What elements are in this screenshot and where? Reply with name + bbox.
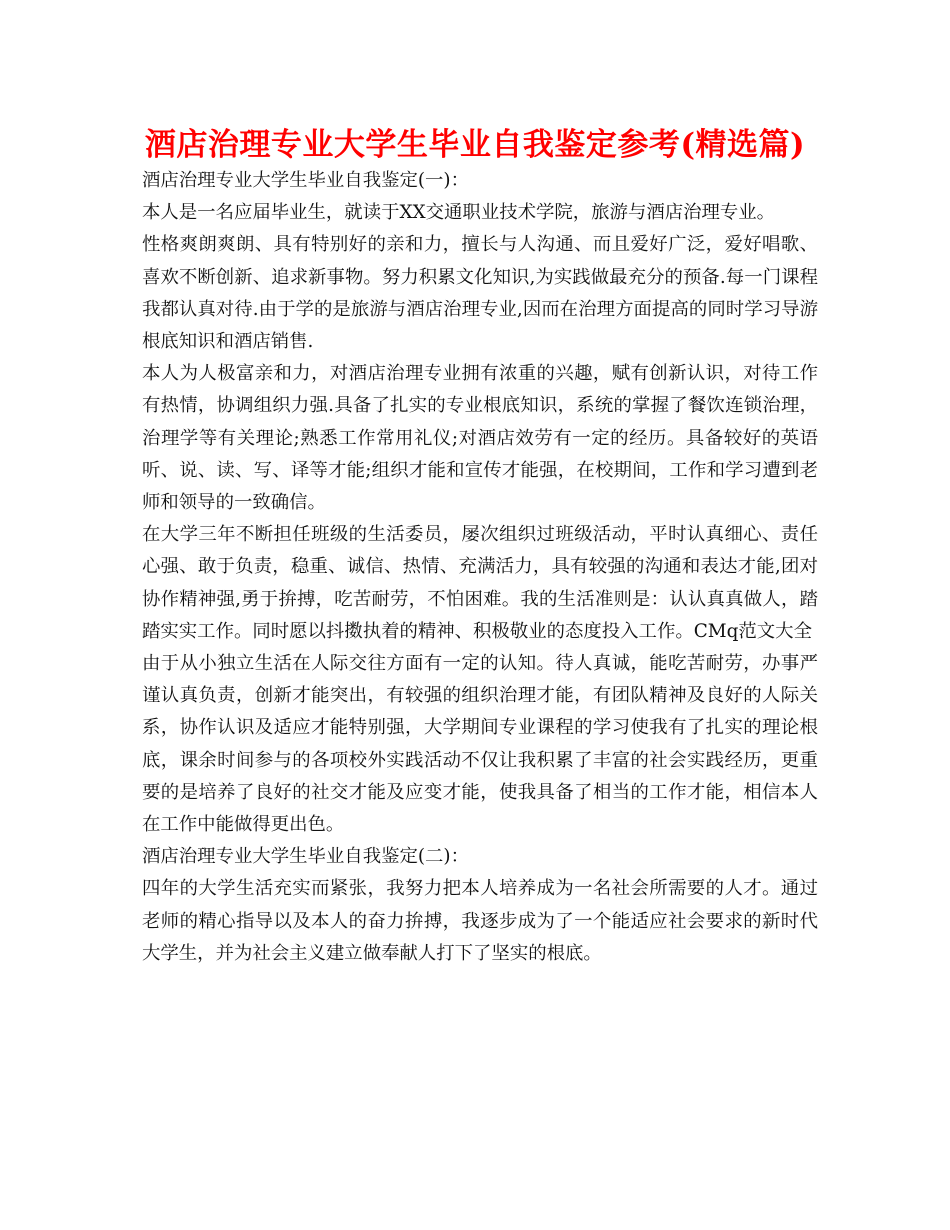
paragraph: 四年的大学生活充实而紧张，我努力把本人培养成为一名社会所需要的人才。通过老师的精心指导以及本人的奋力拚搏，我逐步成为了一个能适应社会要求的新时代大学生，并为社会主义建立做奉献人打下了坚实的根底。 (142, 878, 818, 964)
paragraph: 酒店治理专业大学生毕业自我鉴定(一)： (142, 170, 469, 191)
paragraph: 酒店治理专业大学生毕业自我鉴定(二)： (142, 846, 469, 868)
paragraph: 性格爽朗爽朗、具有特别好的亲和力，擅长与人沟通、而且爱好广泛，爱好唱歌、喜欢不断创新、追求新事物。努力积累文化知识,为实践做最充分的预备.每一门课程我都认真对待.由于学的是旅游与酒店治理专业,因而在治理方面提高的同时学习导游根底知识和酒店销售. (142, 234, 818, 353)
document-body (142, 165, 818, 970)
document-title: 酒店治理专业大学生毕业自我鉴定参考(精选篇) (144, 127, 806, 163)
paragraph: 本人是一名应届毕业生，就读于XX交通职业技术学院，旅游与酒店治理专业。 (142, 202, 776, 224)
paragraph: 由于从小独立生活在人际交往方面有一定的认知。待人真诚，能吃苦耐劳，办事严谨认真负责，创新才能突出，有较强的组织治理才能，有团队精神及良好的人际关系，协作认识及适应才能特别强，大学期间专业课程的学习使我有了扎实的理论根底，课余时间参与的各项校外实践活动不仅让我积累了丰富的社会实践经历，更重要的是培养了良好的社交才能及应变才能，使我具备了相当的工作才能，相信本人在工作中能做得更出色。 (142, 653, 818, 836)
paragraph: 本人为人极富亲和力，对酒店治理专业拥有浓重的兴趣，赋有创新认识，对待工作有热情，协调组织力强.具备了扎实的专业根底知识，系统的掌握了餐饮连锁治理，治理学等有关理论;熟悉工作常用礼仪;对酒店效劳有一定的经历。具备较好的英语听、说、读、写、译等才能;组织才能和宣传才能强，在校期间，工作和学习遭到老师和领导的一致确信。 (142, 363, 818, 514)
paragraph: 在大学三年不断担任班级的生活委员，屡次组织过班级活动，平时认真细心、责任心强、敢于负责，稳重、诚信、热情、充满活力，具有较强的沟通和表达才能,团对协作精神强,勇于拚搏，吃苦耐劳，不怕困难。我的生活准则是：认认真真做人，踏踏实实工作。同时愿以抖擞执着的精神、积极敬业的态度投入工作。CMq范文大全 (142, 524, 818, 642)
